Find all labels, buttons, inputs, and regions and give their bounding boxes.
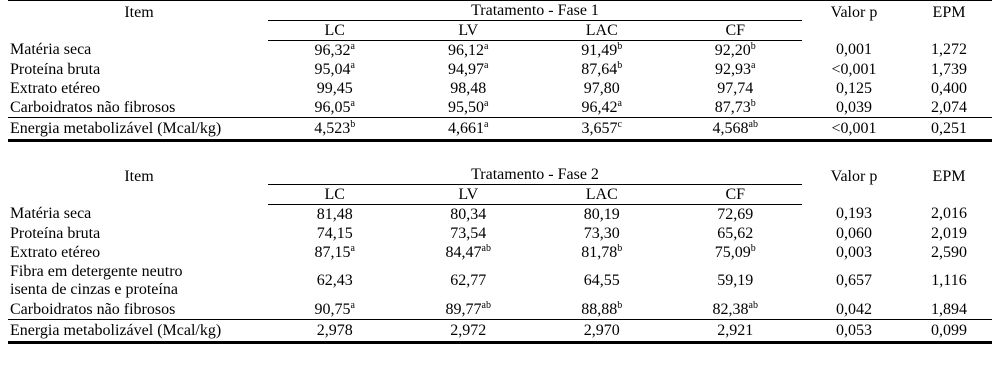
value-cell [268,98,402,118]
epm-cell: 1,739 [931,60,967,78]
value-number: 4,568 [712,119,749,137]
significance-letter: b [617,40,623,52]
epm-cell: 2,016 [931,205,967,223]
value-number: 99,45 [316,79,353,97]
value-number: 59,19 [717,272,754,289]
value-cell [535,79,669,98]
value-number: 72,69 [717,205,754,223]
row-label: Energia metabolizável (Mcal/kg) [8,320,268,343]
value-cell [669,262,803,300]
value-cell [535,300,669,320]
value-cell [268,118,402,141]
value-cell [535,98,669,118]
column-header-lc: LC [268,21,402,41]
column-header-cf: CF [669,185,803,205]
p-value-cell: 0,193 [836,205,872,223]
value-cell [402,79,536,98]
row-label: Carboidratos não fibrosos [10,300,176,318]
value-number: 95,50 [448,98,485,116]
value-number: 3,657 [581,119,618,137]
epm-header: EPM [906,1,992,41]
row-label: Extrato etéreo [10,243,101,261]
value-number: 62,43 [316,272,353,289]
p-value-cell: 0,003 [836,243,872,261]
value-cell [402,320,536,343]
value-number: 84,47 [445,243,482,261]
treatment-group-header: Tratamento - Fase 2 [268,165,802,185]
value-number: 95,04 [314,60,351,78]
row-label: Matéria seca [10,205,92,223]
value-number: 62,77 [450,272,487,289]
p-value-cell: 0,001 [836,41,872,59]
value-cell [669,98,803,118]
table-phase-2 [8,165,992,344]
p-value-cell: 0,039 [836,98,872,116]
value-number: 75,09 [714,243,751,261]
value-cell [669,205,803,225]
significance-letter: ab [481,242,491,254]
p-value-cell: 0,657 [836,272,872,289]
significance-letter: a [484,118,489,130]
value-cell [535,262,669,300]
significance-letter: a [617,97,622,109]
value-cell [669,41,803,61]
row-label: Proteína bruta [10,60,101,78]
column-header-lv: LV [402,185,536,205]
p-value-header: Valor p [830,168,878,185]
item-header: Item [124,168,154,185]
value-number: 64,55 [583,272,620,289]
value-number: 91,49 [581,41,618,59]
value-number: 2,921 [717,321,754,339]
value-number: 82,38 [712,300,749,318]
significance-letter: ab [748,118,758,130]
value-cell [669,60,803,79]
value-number: 4,523 [314,119,351,137]
value-number: 87,15 [314,243,351,261]
column-header-lac: LAC [535,21,669,41]
table-row [8,60,992,79]
value-number: 80,34 [450,205,487,223]
value-cell [268,224,402,243]
epm-cell: 0,099 [906,320,992,343]
significance-letter: b [750,97,756,109]
significance-letter: b [750,40,756,52]
p-value-cell: 0,053 [802,320,906,343]
value-cell [535,60,669,79]
header-row [8,165,992,185]
value-cell [402,60,536,79]
row-label-line: isenta de cinzas e proteína [10,281,178,298]
value-number: 2,972 [450,321,487,339]
significance-letter: ab [748,299,758,311]
value-number: 65,62 [717,224,754,242]
value-number: 73,30 [583,224,620,242]
p-value-cell: <0,001 [831,60,877,78]
value-number: 96,42 [581,98,618,116]
value-cell [268,205,402,225]
p-value-cell: 0,060 [836,224,872,242]
value-cell [402,118,536,141]
value-number: 81,78 [581,243,618,261]
value-number: 4,661 [448,119,485,137]
column-header-lc: LC [268,185,402,205]
value-cell [669,224,803,243]
significance-letter: a [350,242,355,254]
value-number: 94,97 [448,60,485,78]
value-number: 92,93 [715,60,752,78]
value-cell [535,41,669,61]
epm-cell: 0,400 [931,79,967,97]
value-number: 89,77 [445,300,482,318]
value-cell [535,320,669,343]
value-cell [669,79,803,98]
row-label: Carboidratos não fibrosos [10,98,176,116]
value-cell [268,60,402,79]
value-cell [535,243,669,262]
epm-cell: 2,074 [931,98,967,116]
value-number: 2,970 [583,321,620,339]
value-cell [268,320,402,343]
table-phase-1 [8,0,992,142]
significance-letter: a [350,40,355,52]
value-number: 73,54 [450,224,487,242]
table-row [8,320,992,343]
row-label: Energia metabolizável (Mcal/kg) [8,118,268,141]
significance-letter: a [350,299,355,311]
header-row [8,1,992,21]
table-row [8,243,992,262]
value-cell [669,118,803,141]
value-cell [535,118,669,141]
significance-letter: a [751,59,756,71]
value-number: 80,19 [583,205,620,223]
table-row [8,41,992,61]
epm-cell: 0,251 [906,118,992,141]
table-row [8,224,992,243]
value-number: 96,12 [448,41,485,59]
significance-letter: ab [481,299,491,311]
row-label [8,262,268,300]
value-cell [402,41,536,61]
value-number: 87,73 [714,98,751,116]
value-cell [268,262,402,300]
significance-letter: b [750,242,756,254]
significance-letter: a [484,40,489,52]
value-number: 97,80 [583,79,620,97]
treatment-group-header: Tratamento - Fase 1 [268,1,802,21]
p-value-cell: 0,125 [836,79,872,97]
value-cell [535,205,669,225]
row-label: Matéria seca [10,41,92,59]
significance-letter: b [617,299,623,311]
value-cell [268,243,402,262]
value-number: 88,88 [581,300,618,318]
significance-letter: a [484,97,489,109]
value-number: 81,48 [316,205,353,223]
p-value-cell: <0,001 [802,118,906,141]
value-cell [669,320,803,343]
value-cell [268,79,402,98]
value-cell [402,243,536,262]
table-row [8,300,992,320]
value-cell [669,243,803,262]
row-label-line: Fibra em detergente neutro [10,263,183,280]
epm-header: EPM [932,168,966,185]
value-cell [402,300,536,320]
p-value-cell: 0,042 [836,300,872,318]
table-row [8,79,992,98]
value-number: 97,74 [717,79,754,97]
value-number: 98,48 [450,79,487,97]
significance-letter: c [617,118,622,130]
value-number: 92,20 [714,41,751,59]
column-header-cf: CF [669,21,803,41]
item-header: Item [8,1,268,41]
value-number: 90,75 [314,300,351,318]
table-row [8,98,992,118]
epm-cell: 2,590 [931,243,967,261]
significance-letter: b [617,242,623,254]
table-row [8,205,992,225]
table-row [8,262,992,300]
value-cell [535,224,669,243]
value-cell [402,224,536,243]
significance-letter: a [350,97,355,109]
significance-letter: a [350,59,355,71]
row-label: Proteína bruta [10,224,101,242]
row-label: Extrato etéreo [10,79,101,97]
value-cell [402,262,536,300]
significance-letter: b [350,118,356,130]
table-row [8,118,992,141]
value-cell [402,98,536,118]
value-cell [268,300,402,320]
value-cell [669,300,803,320]
value-cell [268,41,402,61]
epm-cell: 1,272 [931,41,967,59]
epm-cell: 1,116 [931,272,967,289]
column-header-lac: LAC [535,185,669,205]
value-number: 87,64 [581,60,618,78]
value-number: 96,05 [314,98,351,116]
significance-letter: b [617,59,623,71]
value-number: 74,15 [316,224,353,242]
significance-letter: a [484,59,489,71]
value-number: 2,978 [316,321,353,339]
value-cell [402,205,536,225]
p-value-header: Valor p [802,1,906,41]
value-number: 96,32 [314,41,351,59]
epm-cell: 2,019 [931,224,967,242]
epm-cell: 1,894 [931,300,967,318]
column-header-lv: LV [402,21,536,41]
